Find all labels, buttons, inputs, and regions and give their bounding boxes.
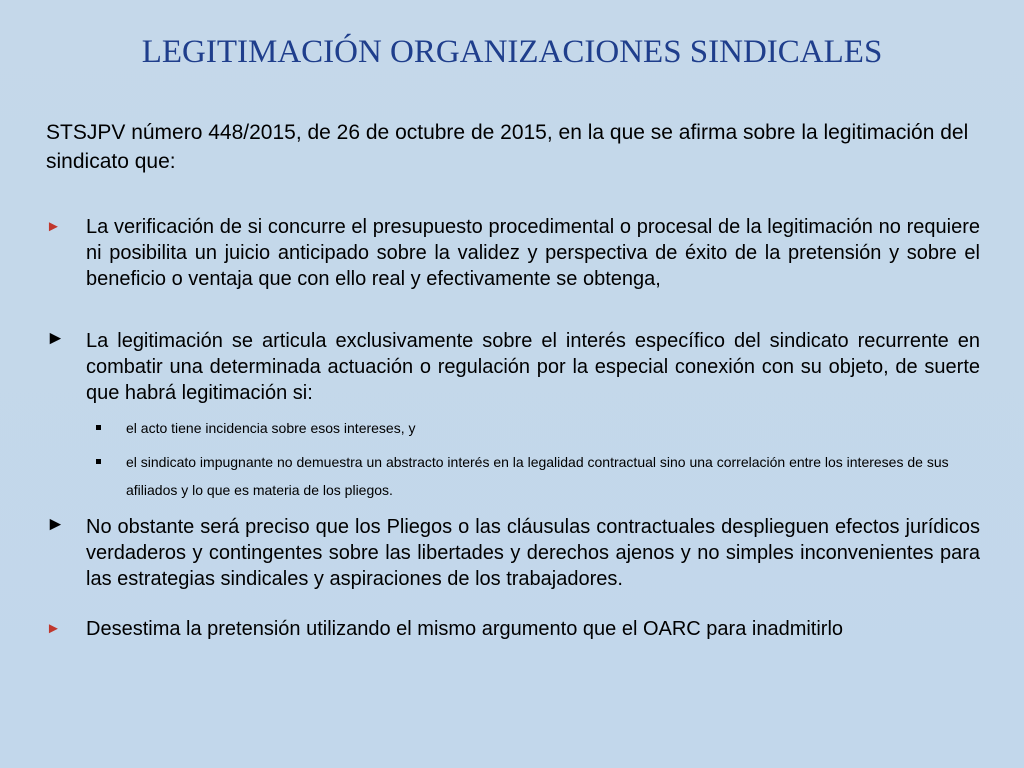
sub-bullet-item-2: [46, 448, 980, 504]
triangle-bullet-icon: ►: [46, 328, 65, 349]
square-bullet-icon: [96, 425, 101, 430]
intro-paragraph: STSJPV número 448/2015, de 26 de octubre de 2015, en la que se afirma sobre la legitimación del sindicato que:: [46, 121, 969, 173]
triangle-bullet-icon: ►: [46, 218, 61, 235]
bullet-text: No obstante será preciso que los Pliegos o las cláusulas contractuales desplieguen efectos jurídicos verdaderos y contingentes sobre las libertades y derechos ajenos y no simples inconvenientes para las estrategias sindicales y aspiraciones de los trabajadores.: [86, 516, 980, 590]
bullet-text: La legitimación se articula exclusivamente sobre el interés específico del sindicato recurrente en combatir una determinada actuación o regulación por la especial conexión con su objeto, de suerte que habrá legitimación si:: [86, 330, 980, 404]
triangle-bullet-icon: ►: [46, 620, 61, 637]
bullet-text: La verificación de si concurre el presupuesto procedimental o procesal de la legitimación no requiere ni posibilita un juicio anticipado sobre la validez y perspectiva de éxito de la pretensión y sobre el beneficio o ventaja que con ello real y efectivamente se obtenga,: [86, 216, 980, 290]
slide-title: LEGITIMACIÓN ORGANIZACIONES SINDICALES: [141, 34, 883, 70]
sub-bullet-text: el sindicato impugnante no demuestra un abstracto interés en la legalidad contractual sino una correlación entre los intereses de sus afiliados y lo que es materia de los pliegos.: [126, 454, 949, 498]
square-bullet-icon: [96, 459, 101, 464]
bullet-item-1: [46, 214, 980, 292]
bullet-item-4: [46, 616, 980, 642]
bullet-item-2: [46, 328, 980, 406]
bullet-text: Desestima la pretensión utilizando el mismo argumento que el OARC para inadmitirlo: [86, 618, 844, 640]
triangle-bullet-icon: ►: [46, 514, 65, 535]
bullet-item-3: [46, 514, 980, 592]
sub-bullet-item-1: [46, 414, 980, 442]
bullet-list: [46, 214, 980, 642]
sub-bullet-text: el acto tiene incidencia sobre esos intereses, y: [126, 420, 416, 436]
